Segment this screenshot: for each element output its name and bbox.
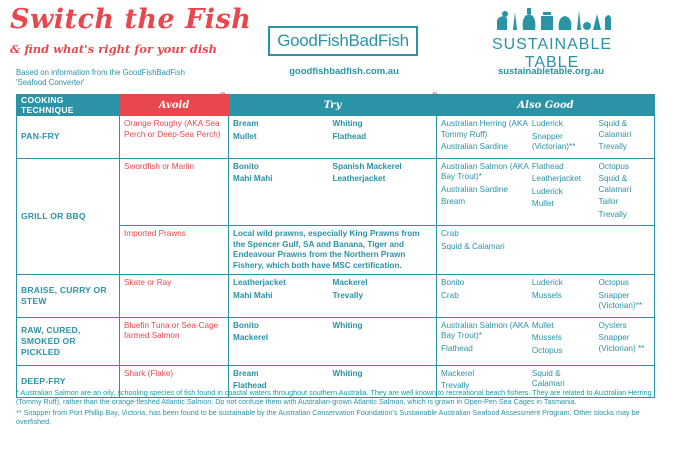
also-good-fish: Australian Sardine bbox=[441, 142, 508, 151]
also-good-fish: Mullet bbox=[531, 320, 554, 330]
column-header-avoid: Avoid bbox=[120, 95, 229, 116]
also-good-fish: Octopus bbox=[598, 278, 630, 287]
also-good-fish: Mackerel bbox=[441, 368, 475, 378]
also-good-cell bbox=[437, 275, 655, 318]
avoid-fish: Skate or Ray bbox=[124, 278, 172, 287]
cooking-technique: DEEP-FRY bbox=[17, 365, 120, 397]
also-good-fish: Australian Salmon (AKA Bay Trout)* bbox=[441, 161, 529, 181]
also-good-fish: Snapper (Victorian)** bbox=[598, 290, 643, 310]
cooking-technique: PAN-FRY bbox=[17, 116, 120, 159]
sustainable-table-logo: SUSTAINABLE TABLE bbox=[491, 36, 613, 71]
try-fish: Mullet bbox=[233, 131, 257, 141]
avoid-cell bbox=[120, 226, 229, 275]
try-fish: Leatherjacket bbox=[332, 174, 386, 183]
try-cell bbox=[229, 116, 437, 159]
also-good-fish: Squid & Calamari bbox=[598, 174, 632, 194]
try-cell bbox=[229, 275, 437, 318]
avoid-fish: Swordfish or Marlin bbox=[124, 161, 195, 171]
column-header-also-good: Also Good bbox=[437, 95, 655, 116]
cooking-technique: BRAISE, CURRY OR STEW bbox=[17, 275, 120, 318]
try-fish: Mahi Mahi bbox=[233, 174, 273, 183]
also-good-fish: Crab bbox=[441, 229, 459, 238]
seafood-table bbox=[16, 94, 655, 398]
try-fish: Mackerel bbox=[332, 278, 368, 287]
also-good-fish: Trevally bbox=[598, 142, 627, 151]
goodfishbadfish-url[interactable]: goodfishbadfish.com.au bbox=[289, 66, 399, 77]
also-good-fish: Mullet bbox=[531, 199, 554, 208]
avoid-fish: Shark (Flake) bbox=[124, 368, 174, 378]
also-good-fish: Bonito bbox=[441, 278, 465, 287]
also-good-fish: Luderick bbox=[531, 186, 563, 196]
also-good-fish: Flathead bbox=[441, 343, 473, 353]
also-good-fish: Squid & Calamari bbox=[598, 119, 632, 139]
avoid-fish: Imported Prawns bbox=[124, 229, 186, 238]
table-row bbox=[17, 317, 655, 365]
also-good-fish: Mussels bbox=[531, 333, 562, 342]
avoid-fish: Bluefin Tuna or Sea-Cage farmed Salmon bbox=[124, 320, 219, 340]
also-good-fish: Australian Herring (AKA Tommy Ruff) bbox=[441, 119, 528, 139]
also-good-fish: Octopus bbox=[598, 161, 630, 171]
sustainable-table-url[interactable]: sustainabletable.org.au bbox=[497, 66, 605, 77]
also-good-fish: Australian Sardine bbox=[441, 184, 508, 194]
avoid-cell bbox=[120, 116, 229, 159]
also-good-fish: Octopus bbox=[531, 345, 563, 355]
avoid-cell bbox=[120, 275, 229, 318]
avoid-cell bbox=[120, 158, 229, 226]
footnotes bbox=[16, 388, 656, 428]
try-cell bbox=[229, 317, 437, 365]
try-fish: Bonito bbox=[233, 161, 259, 171]
cooking-technique: GRILL OR BBQ bbox=[17, 158, 120, 275]
also-good-fish: Snapper (Victorian)** bbox=[531, 131, 576, 151]
also-good-fish: Crab bbox=[441, 290, 459, 300]
cooking-technique: RAW, CURED, SMOKED OR PICKLED bbox=[17, 317, 120, 365]
try-cell bbox=[229, 226, 437, 275]
source-note: Based on information from the GoodFishBadFish 'Seafood Converter' bbox=[16, 68, 186, 87]
footnote-salmon: * Australian Salmon are an oily, schooling species of fish found in coastal waters throughout southern Australia. They are well known to recreational beach fishers. They are related to Australian Herring (Tommy Ruff), rather than the orange-fleshed Atlantic Salmon. Do not confuse them with Australian-grown Atlantic Salmon, which is grown in Open-Pen Sea Cages in Tasmania. bbox=[16, 388, 652, 406]
table-row bbox=[17, 275, 655, 318]
column-header-try: Try bbox=[229, 95, 437, 116]
also-good-fish: Trevally bbox=[598, 209, 627, 219]
also-good-cell bbox=[437, 317, 655, 365]
also-good-fish: Mussels bbox=[531, 290, 562, 300]
footnote-snapper: ** Snapper from Port Phillip Bay, Victoria, has been found to be sustainable by the Australian Conservation Foundation's Sustainable Australian Seafood Assessment Program. Other stocks may be overfished. bbox=[16, 408, 640, 426]
try-fish: Bream bbox=[233, 119, 259, 128]
column-header-technique: COOKING TECHNIQUE bbox=[17, 95, 120, 116]
try-fish: Spanish Mackerel bbox=[332, 161, 402, 171]
also-good-fish: Leatherjacket bbox=[531, 174, 582, 183]
table-row bbox=[17, 158, 655, 226]
try-fish: Flathead bbox=[233, 381, 267, 390]
try-fish: Trevally bbox=[332, 290, 363, 300]
also-good-fish: Squid & Calamari bbox=[531, 368, 565, 388]
try-fish: Mackerel bbox=[233, 333, 269, 342]
avoid-fish: Orange Roughy (AKA Sea Perch or Deep-Sea Perch) bbox=[124, 119, 221, 139]
avoid-cell bbox=[120, 317, 229, 365]
try-fish: Whiting bbox=[332, 320, 363, 330]
also-good-fish: Australian Salmon (AKA Bay Trout)* bbox=[441, 320, 529, 340]
also-good-fish: Trevally bbox=[441, 381, 470, 390]
also-good-cell bbox=[437, 226, 655, 275]
sustainable-table-icons bbox=[493, 6, 613, 32]
also-good-fish: Luderick bbox=[531, 119, 563, 128]
try-cell bbox=[229, 158, 437, 226]
try-note: Local wild prawns, especially King Prawns from the Spencer Gulf, SA and Banana, Tiger and Endeavour Prawns from the Northern Prawn Fishery, which both have MSC certification. bbox=[233, 229, 420, 270]
try-fish: Leatherjacket bbox=[233, 278, 286, 287]
try-fish: Mahi Mahi bbox=[233, 290, 273, 300]
try-fish: Bream bbox=[233, 368, 259, 378]
try-fish: Whiting bbox=[332, 119, 363, 128]
also-good-fish: Snapper (Victorian) ** bbox=[598, 333, 645, 353]
try-fish: Flathead bbox=[332, 131, 367, 141]
try-fish: Whiting bbox=[332, 368, 363, 378]
also-good-cell bbox=[437, 158, 655, 226]
also-good-fish: Squid & Calamari bbox=[441, 241, 505, 251]
page-subtitle: & find what's right for your dish bbox=[10, 42, 218, 56]
also-good-cell bbox=[437, 116, 655, 159]
page-title: Switch the Fish bbox=[10, 4, 252, 35]
try-fish: Bonito bbox=[233, 320, 259, 330]
table-row bbox=[17, 116, 655, 159]
also-good-fish: Luderick bbox=[531, 278, 563, 287]
also-good-fish: Flathead bbox=[531, 161, 564, 171]
goodfishbadfish-logo: GoodFishBadFish bbox=[268, 26, 418, 56]
also-good-fish: Oysters bbox=[598, 320, 627, 330]
also-good-fish: Tailor bbox=[598, 197, 619, 206]
also-good-fish: Bream bbox=[441, 197, 466, 206]
